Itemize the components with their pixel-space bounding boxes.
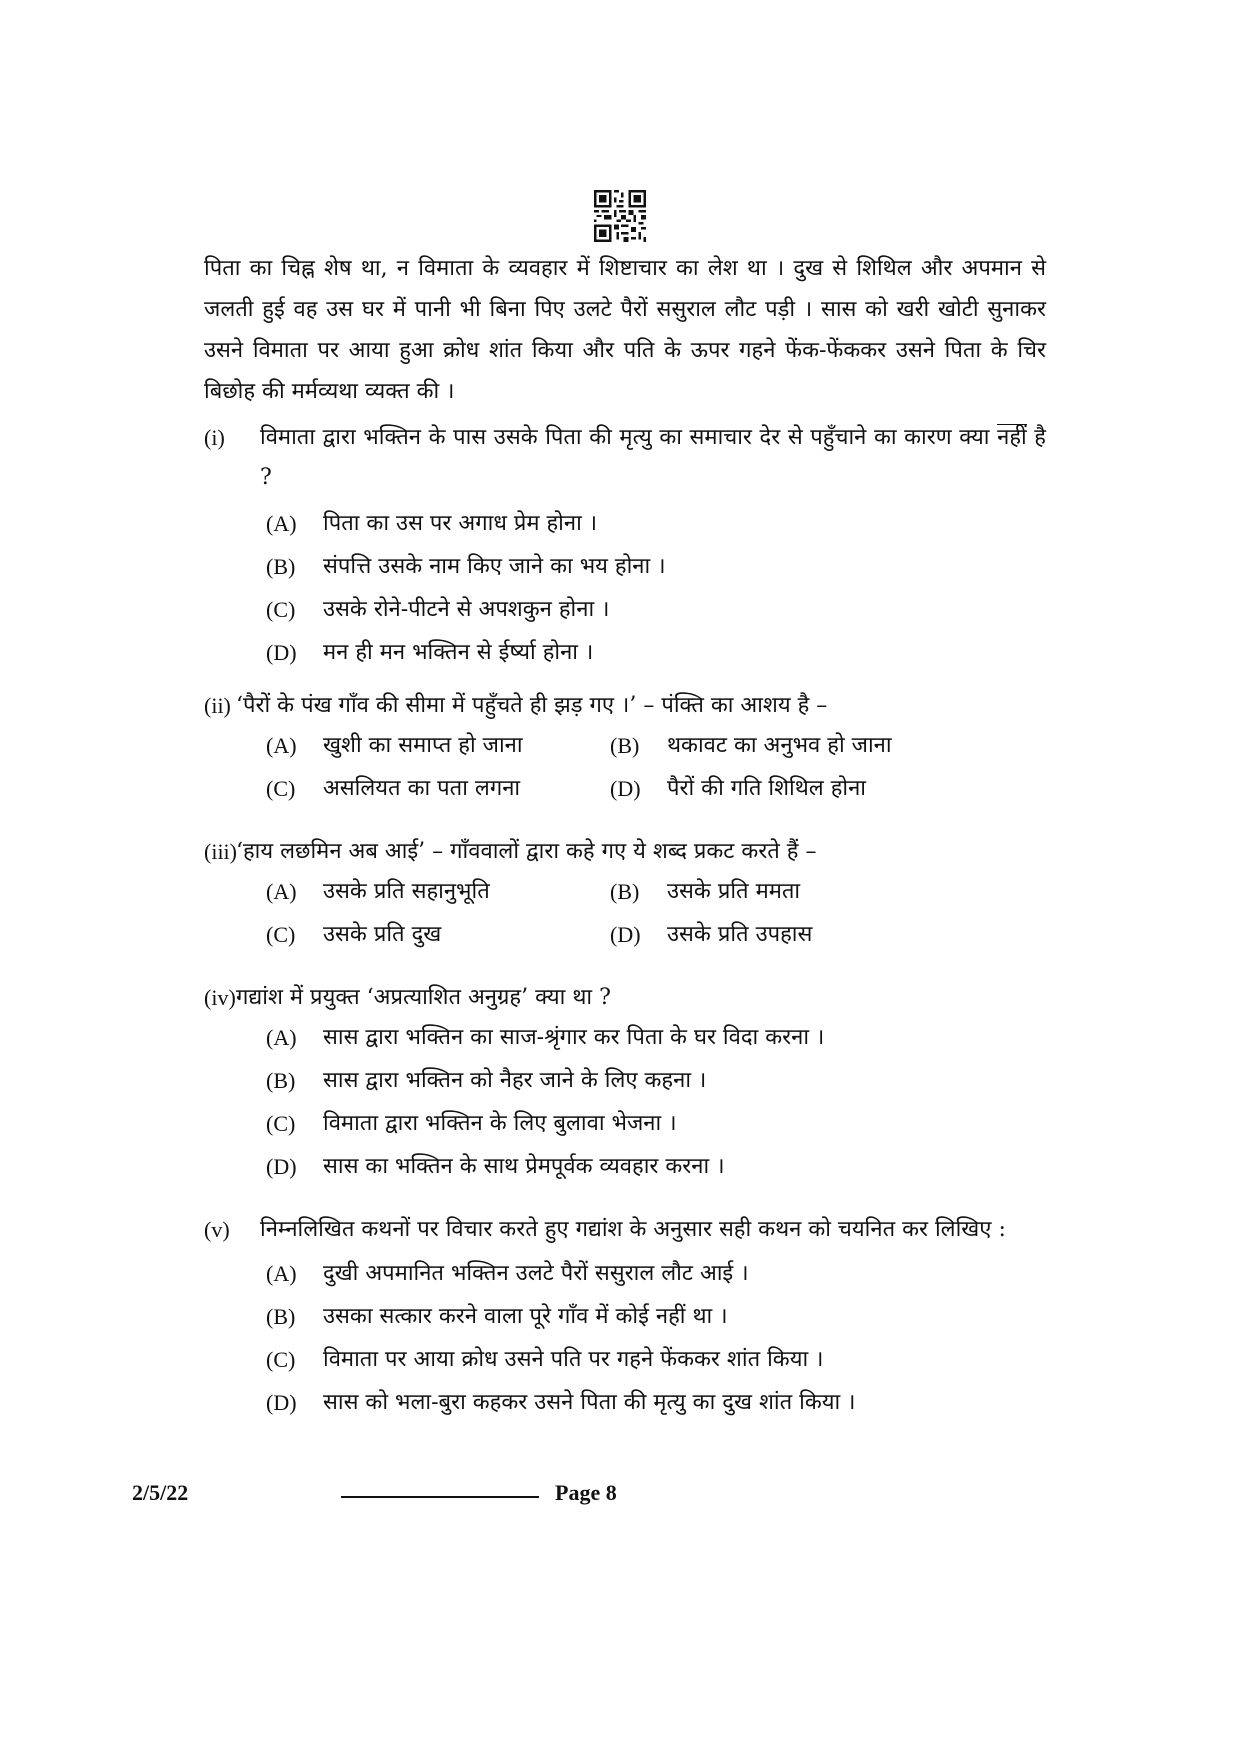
option-c[interactable]: (C) विमाता पर आया क्रोध उसने पति पर गहने फेंककर शांत किया । bbox=[266, 1347, 824, 1372]
paper-code: 2/5/22 bbox=[132, 1480, 189, 1505]
footer-divider bbox=[341, 1496, 539, 1498]
option-b[interactable]: (B) उसका सत्कार करने वाला पूरे गाँव में कोई नहीं था । bbox=[266, 1304, 728, 1329]
option-a[interactable]: (A) दुखी अपमानित भक्तिन उलटे पैरों ससुराल लौट आई । bbox=[266, 1261, 749, 1286]
question-stem: निम्नलिखित कथनों पर विचार करते हुए गद्यांश के अनुसार सही कथन को चयनित कर लिखिए : bbox=[260, 1217, 1006, 1242]
options-grid: (A) उसके प्रति सहानुभूति (B) उसके प्रति ममता (C) उसके प्रति दुख (D) उसके प्रति उपहास bbox=[266, 879, 813, 947]
option-a[interactable]: (A) पिता का उस पर अगाध प्रेम होना । bbox=[266, 511, 598, 536]
options-grid: (A) खुशी का समाप्त हो जाना (B) थकावट का अनुभव हो जाना (C) असलियत का पता लगना (D) पैरों की गति शिथिल होना bbox=[266, 733, 892, 801]
question-stem: गद्यांश में प्रयुक्त ‘अप्रत्याशित अनुग्रह’ क्या था ? bbox=[236, 985, 611, 1010]
question-5 bbox=[204, 1210, 1046, 1426]
emphasis-not: नहीं bbox=[997, 425, 1027, 450]
option-c[interactable]: (C) उसके रोने-पीटने से अपशकुन होना । bbox=[266, 597, 610, 622]
option-d[interactable]: (D) सास का भक्तिन के साथ प्रेमपूर्वक व्यवहार करना । bbox=[266, 1154, 725, 1179]
question-1 bbox=[204, 418, 1046, 676]
option-d[interactable]: (D) सास को भला-बुरा कहकर उसने पिता की मृत्यु का दुख शांत किया । bbox=[266, 1390, 856, 1415]
question-number: (ii) bbox=[204, 693, 231, 718]
question-number: (v) bbox=[204, 1217, 230, 1242]
option-b[interactable]: (B) सास द्वारा भक्तिन को नैहर जाने के लिए कहना । bbox=[266, 1068, 707, 1093]
question-number: (i) bbox=[204, 425, 225, 450]
option-d[interactable]: (D) मन ही मन भक्तिन से ईर्ष्या होना । bbox=[266, 640, 594, 665]
question-number: (iii) bbox=[204, 839, 237, 864]
question-number: (iv) bbox=[204, 985, 236, 1010]
question-4 bbox=[204, 978, 1046, 1190]
qr-code bbox=[594, 190, 646, 242]
option-c[interactable]: (C) विमाता द्वारा भक्तिन के लिए बुलावा भेजना । bbox=[266, 1111, 677, 1136]
option-b[interactable]: (B) संपत्ति उसके नाम किए जाने का भय होना । bbox=[266, 554, 666, 579]
page-number: Page 8 bbox=[555, 1480, 617, 1505]
question-stem: ‘हाय लछमिन अब आई’ – गाँववालों द्वारा कहे गए ये शब्द प्रकट करते हैं – bbox=[236, 839, 817, 864]
page-footer bbox=[0, 1480, 1241, 1520]
question-2 bbox=[204, 686, 1046, 812]
question-stem: ‘पैरों के पंख गाँव की सीमा में पहुँचते ही झड़ गए ।’ – पंक्ति का आशय है – bbox=[236, 693, 828, 718]
question-stem: विमाता द्वारा भक्तिन के पास उसके पिता की मृत्यु का समाचार देर से पहुँचाने का कारण क्या नहीं है ? bbox=[260, 425, 1046, 490]
question-3 bbox=[204, 832, 1046, 958]
option-a[interactable]: (A) सास द्वारा भक्तिन का साज-श्रृंगार कर पिता के घर विदा करना । bbox=[266, 1025, 825, 1050]
passage-text: पिता का चिह्न शेष था, न विमाता के व्यवहार में शिष्टाचार का लेश था । दुख से शिथिल और अपमान से जलती हुई वह उस घर में पानी भी बिना पिए उलटे पैरों ससुराल लौट पड़ी । सास को खरी खोटी सुनाकर उसने विमाता पर आया हुआ क्रोध शांत किया और पति के ऊपर गहने फेंक-फेंककर उसने पिता के चिर बिछोह की मर्मव्यथा व्यक्त की । bbox=[204, 256, 1046, 404]
